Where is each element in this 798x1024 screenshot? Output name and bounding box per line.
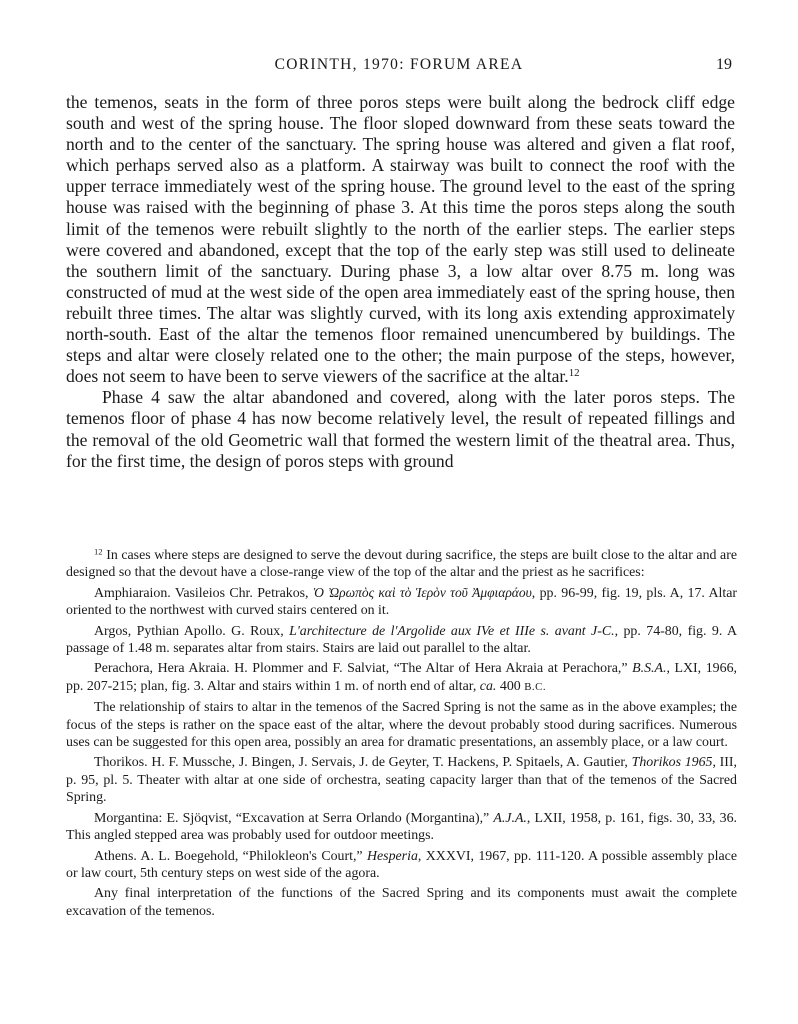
footnote-relationship: The relationship of stairs to altar in the temenos of the Sacred Spring is not the same as in the above examples; the focus of the steps is rather on the space east of the altar, where the devout probably stood during sacrifices. Numerous uses can be suggested for this open area, possibly an area for dramatic presentations, an assembly place, or a law court. [66, 700, 737, 751]
main-text [66, 92, 735, 472]
greek-title: Ὁ Ὠρωπὸς καὶ τὸ Ἱερὸν τοῦ Ἀμφιαράου [312, 584, 532, 600]
paragraph-1 [66, 92, 735, 387]
footnote-final: Any final interpretation of the functions of the Sacred Spring and its components must await the complete excavation of the temenos. [66, 886, 737, 919]
thorikos-text: Thorikos. H. F. Mussche, J. Bingen, J. Servais, J. de Geyter, T. Hackens, P. Spitaels, A. Gautier, [94, 755, 628, 771]
footnote-12 [66, 547, 737, 582]
footnote-argos [66, 623, 737, 658]
footnote-athens [66, 848, 737, 883]
footnote-thorikos [66, 754, 737, 806]
perachora-date: 400 [499, 678, 521, 694]
morgantina-details: , LXII, 1958, p. 161, figs. 30, 33, 36. This angled stepped area was probably used for outdoor meetings. [66, 810, 737, 844]
athens-text: Athens. A. L. Boegehold, “Philokleon's Court,” [94, 848, 363, 864]
perachora-text: Perachora, Hera Akraia. H. Plommer and F. Salviat, “The Altar of Hera Akraia at Perachora,” [94, 661, 628, 677]
morgantina-journal: A.J.A. [493, 810, 527, 826]
perachora-details: , LXI, 1966, pp. 207-215; plan, fig. 3. Altar and stairs within 1 m. of north end of altar, [66, 661, 737, 694]
circa-abbrev: ca. [479, 678, 497, 694]
amphiaraion-details: , pp. 96-99, fig. 19, pls. A, 17. Altar oriented to the northwest with curved stairs centered on it. [66, 585, 737, 619]
footnote-reference[interactable]: 12 [568, 367, 580, 380]
argos-details: , pp. 74-80, fig. 9. A passage of 1.48 m. separates altar from stairs. Stairs are laid out parallel to the altar. [66, 623, 737, 657]
era-label: B.C. [524, 680, 547, 693]
running-header [66, 56, 732, 78]
paragraph-2: Phase 4 saw the altar abandoned and covered, along with the later poros steps. The temenos floor of phase 4 has now become relatively level, the result of repeated fillings and the removal of the old Geometric wall that formed the western limit of the theatral area. Thus, for the first time, the design of poros steps with ground [66, 387, 735, 471]
page-number: 19 [716, 56, 732, 73]
paragraph-1-text: the temenos, seats in the form of three poros steps were built along the bedrock cliff edge south and west of the spring house. The floor sloped downward from these seats toward the north and to the center of the sanctuary. The spring house was altered and given a flat roof, which perhaps served also as a platform. A stairway was built to connect the roof with the upper terrace immediately west of the spring house. The ground level to the east of the spring house was raised with the beginning of phase 3. At this time the poros steps along the south limit of the temenos were rebuilt slightly to the north of the earlier steps. The earlier steps were covered and abandoned, except that the top of the early step was still used to delineate the southern limit of the sanctuary. During phase 3, a low altar over 8.75 m. long was constructed of mud at the west side of the open area immediately east of the spring house, then rebuilt three times. The altar was slightly curved, with its long axis extending approximately north-south. East of the altar the temenos floor remained unencumbered by buildings. The steps and altar were closely related one to the other; the main purpose of the steps, however, does not seem to have been to serve viewers of the sacrifice at the altar. [66, 92, 735, 387]
footnote-intro: In cases where steps are designed to serve the devout during sacrifice, the steps are built close to the altar and are designed so that the devout have a close-range view of the top of the altar and the priest as he sacrifices: [66, 548, 737, 581]
footnote-morgantina [66, 810, 737, 845]
thorikos-details: , III, p. 95, pl. 5. Theater with altar at one side of orchestra, seating capacity larger than that of the temenos of the Sacred Spring. [66, 755, 737, 806]
footnote-amphiaraion [66, 584, 737, 620]
argos-book-title: L'architecture de l'Argolide aux IVe et IIIe s. avant J-C. [289, 623, 615, 639]
argos-text: Argos, Pythian Apollo. G. Roux, [94, 623, 284, 639]
thorikos-title: Thorikos 1965 [631, 755, 713, 771]
perachora-journal: B.S.A. [632, 661, 667, 677]
amphiaraion-text: Amphiaraion. Vasileios Chr. Petrakos, [94, 585, 309, 601]
footnote-marker: 12 [94, 546, 103, 557]
athens-details: , XXXVI, 1967, pp. 111-120. A possible assembly place or law court, 5th century steps on west side of the agora. [66, 848, 737, 881]
running-title: CORINTH, 1970: FORUM AREA [274, 56, 524, 73]
athens-journal: Hesperia [366, 848, 418, 864]
morgantina-text: Morgantina: E. Sjöqvist, “Excavation at Serra Orlando (Morgantina),” [94, 810, 490, 826]
footnote-perachora [66, 660, 737, 696]
footnotes [66, 547, 737, 923]
